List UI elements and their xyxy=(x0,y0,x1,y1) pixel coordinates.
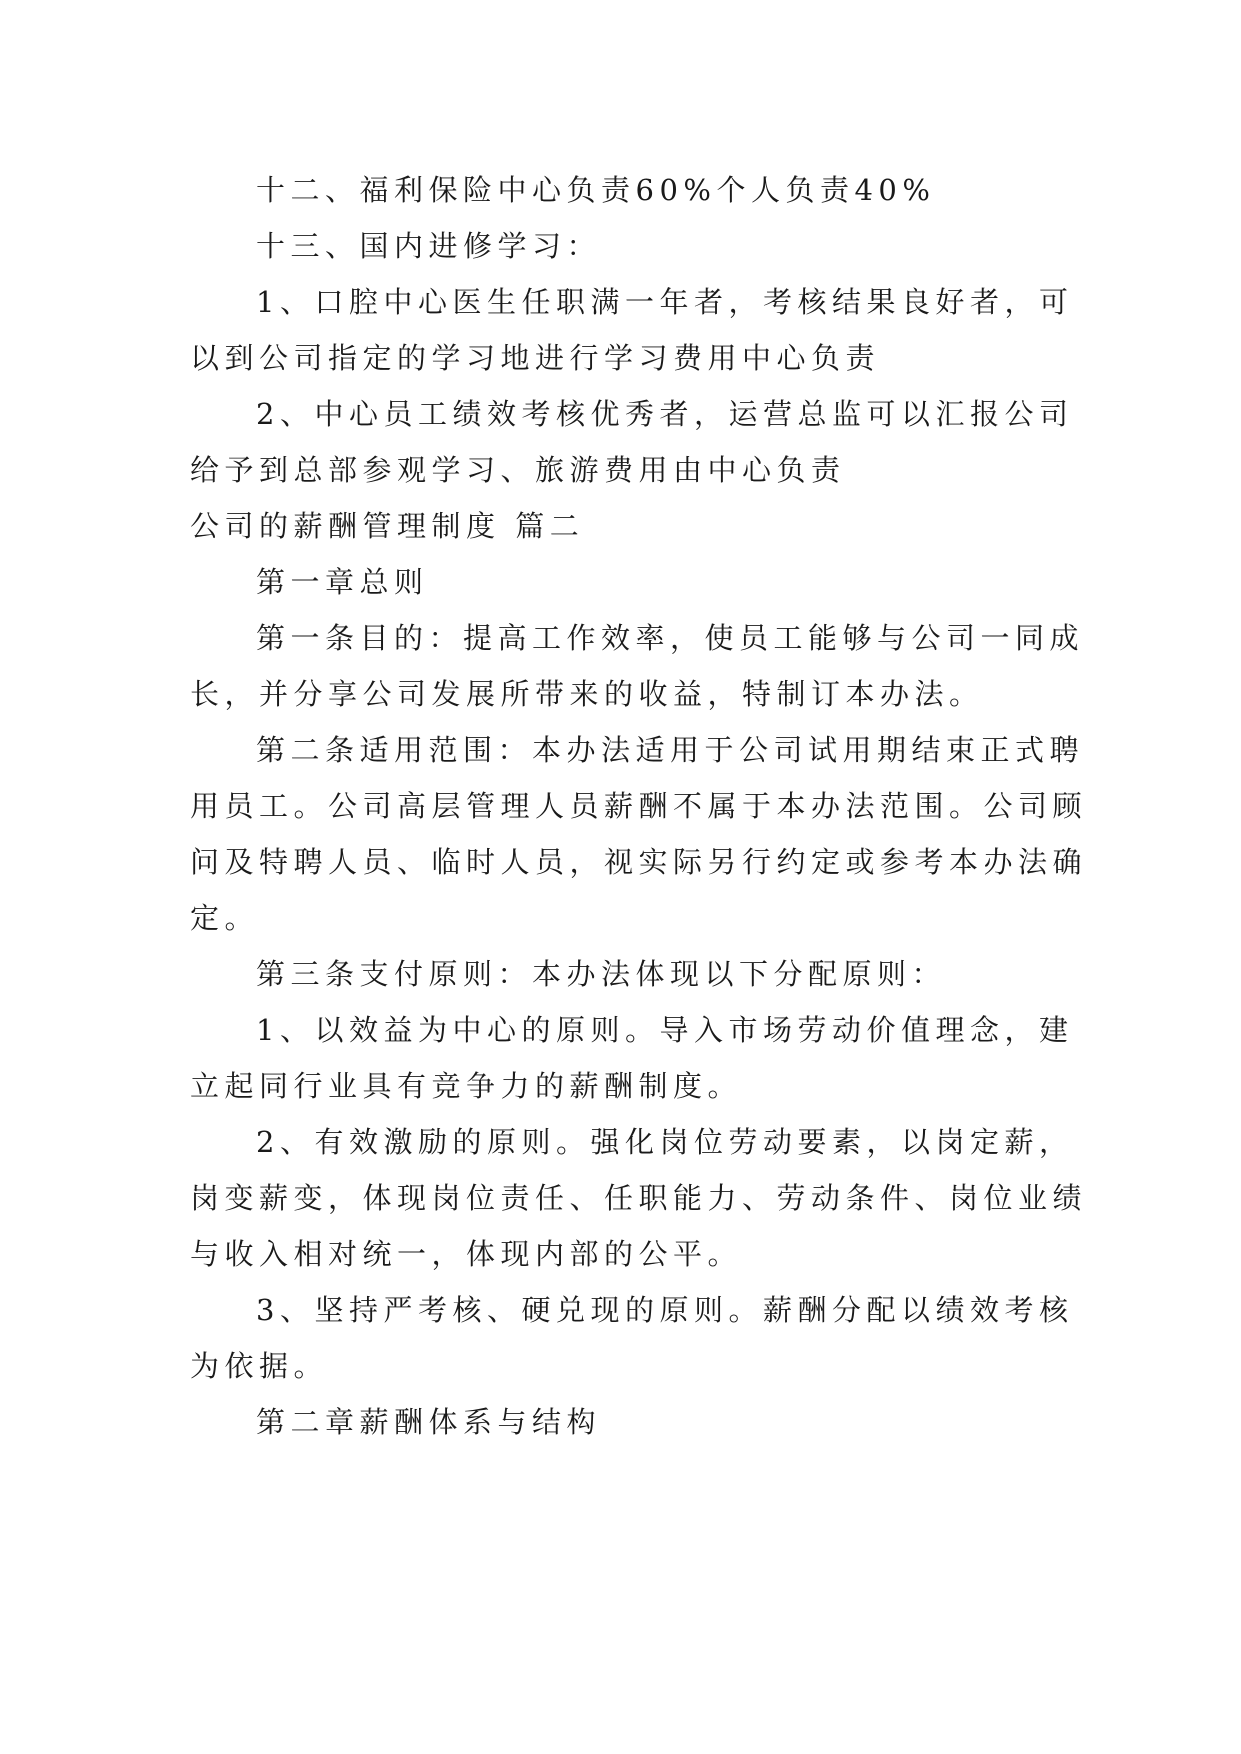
item-thirteen: 十三、国内进修学习： xyxy=(256,229,602,263)
training-clause-2-line-2: 给予到总部参观学习、旅游费用由中心负责 xyxy=(190,453,846,487)
article-one-line-2: 长，并分享公司发展所带来的收益，特制订本办法。 xyxy=(190,677,984,711)
training-clause-1-line-1: 1、口腔中心医生任职满一年者，考核结果良好者，可 xyxy=(256,285,1074,319)
principle-three-line-2: 为依据。 xyxy=(190,1349,329,1383)
section-salary-policy xyxy=(190,498,1088,1450)
article-two-line-4: 定。 xyxy=(190,901,260,935)
item-twelve: 十二、福利保险中心负责60%个人负责40% xyxy=(256,173,936,207)
document-body xyxy=(190,162,1088,1450)
article-two-line-1: 第二条适用范围：本办法适用于公司试用期结束正式聘 xyxy=(256,733,1085,767)
training-clause-1-line-2: 以到公司指定的学习地进行学习费用中心负责 xyxy=(190,341,881,375)
article-two-line-3: 问及特聘人员、临时人员，视实际另行约定或参考本办法确 xyxy=(190,845,1088,879)
principle-three-line-1: 3、坚持严考核、硬兑现的原则。薪酬分配以绩效考核 xyxy=(256,1293,1074,1327)
section-title: 公司的薪酬管理制度 篇二 xyxy=(190,509,585,543)
training-clause-2-line-1: 2、中心员工绩效考核优秀者，运营总监可以汇报公司 xyxy=(256,397,1074,431)
chapter-one-heading: 第一章总则 xyxy=(256,565,429,599)
principle-two-line-2: 岗变薪变，体现岗位责任、任职能力、劳动条件、岗位业绩 xyxy=(190,1181,1088,1215)
chapter-two-heading: 第二章薪酬体系与结构 xyxy=(256,1405,602,1439)
principle-one-line-2: 立起同行业具有竞争力的薪酬制度。 xyxy=(190,1069,743,1103)
article-one-line-1: 第一条目的：提高工作效率，使员工能够与公司一同成 xyxy=(256,621,1085,655)
principle-two-line-1: 2、有效激励的原则。强化岗位劳动要素，以岗定薪， xyxy=(256,1125,1074,1159)
section-welfare-training xyxy=(190,162,1074,498)
article-three: 第三条支付原则：本办法体现以下分配原则： xyxy=(256,957,947,991)
principle-one-line-1: 1、以效益为中心的原则。导入市场劳动价值理念，建 xyxy=(256,1013,1074,1047)
article-two-line-2: 用员工。公司高层管理人员薪酬不属于本办法范围。公司顾 xyxy=(190,789,1088,823)
principle-two-line-3: 与收入相对统一，体现内部的公平。 xyxy=(190,1237,743,1271)
